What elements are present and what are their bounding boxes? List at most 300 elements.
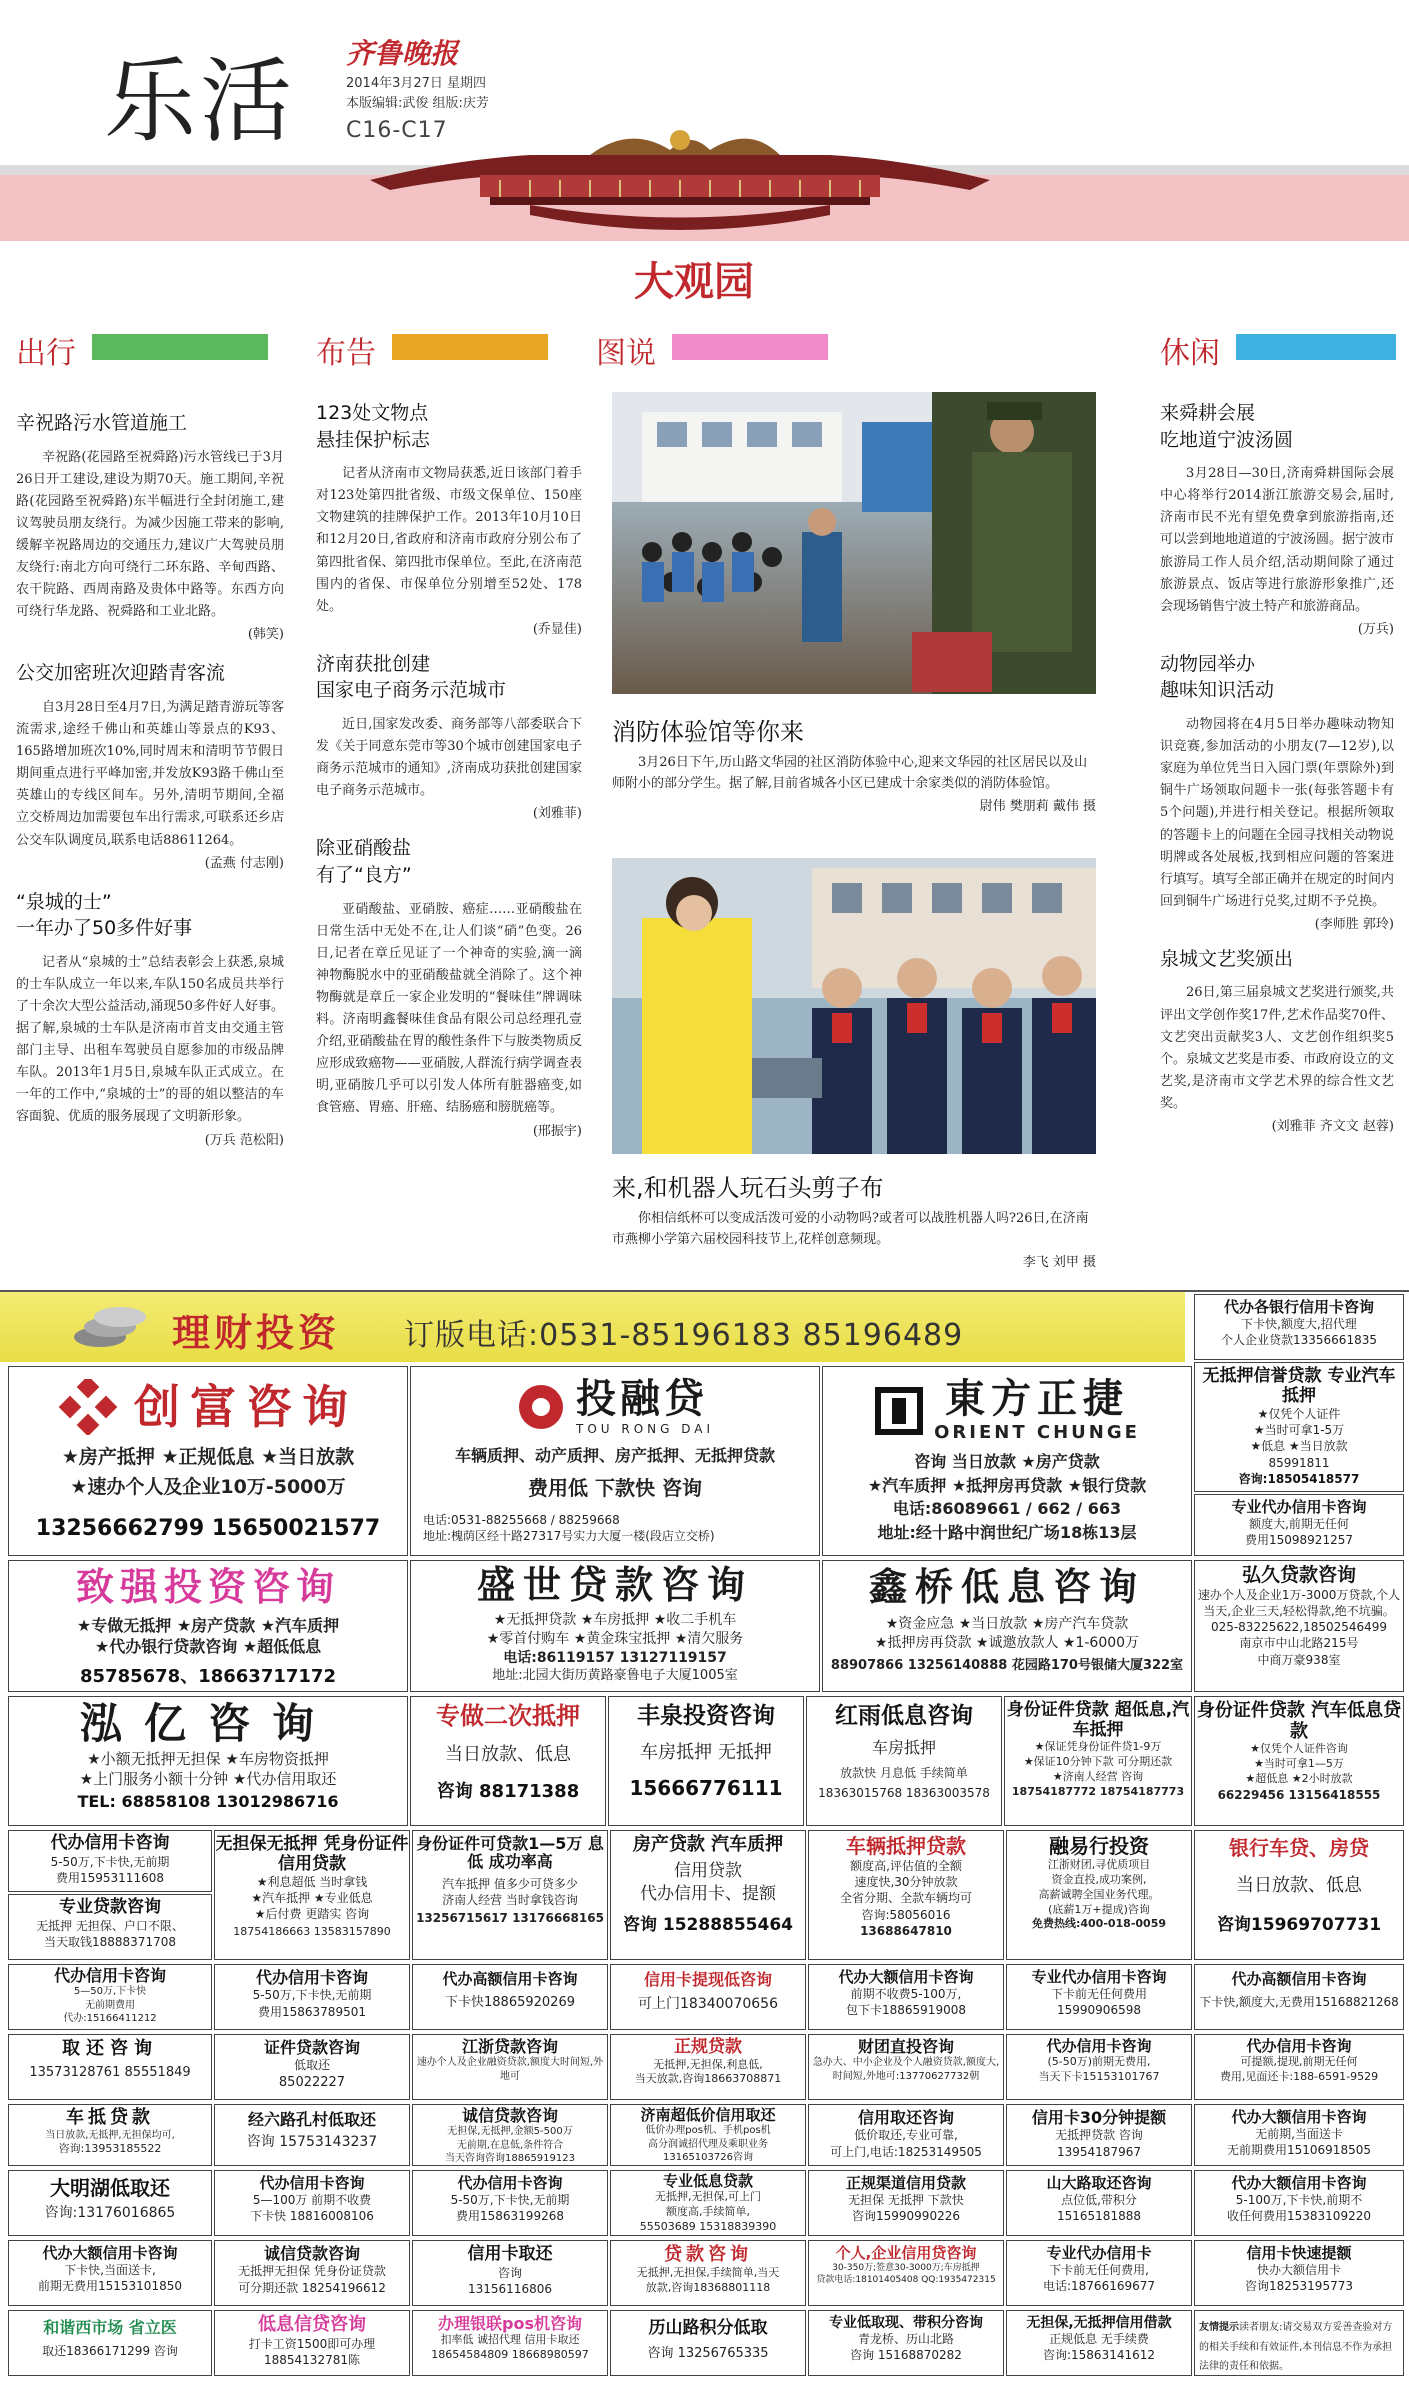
ad-title: 专业代办信用卡咨询: [1231, 1498, 1367, 1516]
ad-line: ★抵押房再贷款 ★诚邀放款人 ★1-6000万: [874, 1634, 1140, 1651]
ad-small[interactable]: [806, 1696, 1002, 1826]
ad-title: 诚信贷款咨询: [263, 2244, 360, 2263]
ad-line: 5-100万,下卡快,前期不: [1235, 2193, 1363, 2208]
ad-line: 当天下卡15153101767: [1038, 2070, 1160, 2084]
ad-line: 无抵押无担保 凭身份证贷款: [238, 2264, 386, 2279]
ad-small[interactable]: [1194, 2170, 1404, 2236]
ad-small[interactable]: [214, 2240, 410, 2306]
ad-hongyi[interactable]: [8, 1696, 408, 1826]
ad-small[interactable]: [610, 1964, 806, 2030]
ad-phone[interactable]: 咨询 15288855464: [622, 1914, 794, 1935]
ad-phone[interactable]: 咨询:13176016865: [44, 2205, 176, 2221]
ad-small[interactable]: [808, 2240, 1004, 2306]
ad-title: 正规渠道信用贷款: [845, 2174, 966, 2192]
ad-small[interactable]: [808, 2310, 1004, 2376]
ad-small[interactable]: [808, 2170, 1004, 2236]
ad-title: 车辆抵押贷款: [846, 1834, 966, 1858]
ad-line: 咨询 当日放款 ★房产贷款: [914, 1452, 1100, 1472]
ad-title: 银行车贷、房贷: [1229, 1836, 1369, 1860]
ad-line: 下卡快,当面送卡,: [64, 2263, 156, 2278]
article-subheadline: 有了“良方”: [316, 864, 412, 886]
ad-title: 代办信用卡咨询: [53, 1966, 166, 1985]
disclaimer-title: 友情提示: [1199, 2322, 1239, 2333]
ad-small[interactable]: [1194, 1830, 1404, 1960]
ad-small[interactable]: [8, 2104, 212, 2166]
article-headline: 动物园举办: [1160, 652, 1256, 675]
ad-small[interactable]: [412, 1964, 608, 2030]
ad-title: 代办信用卡咨询: [259, 2174, 365, 2192]
ad-line: 5—100万 前期不收费: [252, 2193, 372, 2208]
ad-phone[interactable]: 咨询15990990226: [852, 2209, 960, 2224]
ad-line: 额度高,手续简单,: [666, 2205, 750, 2219]
ad-title: 身份证件贷款 汽车低息贷款: [1196, 1700, 1402, 1742]
ad-line: 包下卡18865919008: [846, 2003, 966, 2018]
ad-title: 身份证件可贷款1—5万 息低 成功率高: [416, 1834, 604, 1872]
ad-title: 专业贷款咨询: [59, 1897, 161, 1917]
ad-title: 丰泉投资咨询: [637, 1703, 775, 1729]
ad-phone[interactable]: 咨询15969707731: [1216, 1915, 1382, 1936]
ad-small[interactable]: [1194, 2240, 1404, 2306]
ad-dongfangzhengjie[interactable]: [822, 1366, 1192, 1556]
ad-small[interactable]: [1194, 2104, 1404, 2166]
ad-line: 代办信用卡、提额: [640, 1883, 776, 1904]
ad-line: ★超低息 ★2小时放款: [1245, 1772, 1353, 1786]
ad-line: 5-50万,下卡快,无前期: [450, 2193, 570, 2208]
section-photo-header: 图说: [596, 336, 656, 371]
ad-title: 诚信贷款咨询: [461, 2106, 558, 2125]
ad-line: ★资金应急 ★当日放款 ★房产汽车贷款: [885, 1615, 1129, 1632]
ad-phone[interactable]: 18754186663 13583157890: [233, 1924, 391, 1938]
ad-small[interactable]: [1194, 1964, 1404, 2030]
ad-line: 当日放款、低息: [445, 1743, 571, 1765]
ad-line: 取还18366171299 咨询: [42, 2344, 178, 2359]
ad-line: 无抵押,无担保,利息低,: [653, 2057, 763, 2071]
ad-title: 信用卡取还: [467, 2244, 553, 2264]
ad-small[interactable]: [610, 2240, 806, 2306]
ad-line: 可提额,提现,前期无任何: [1240, 2055, 1358, 2069]
ad-chuangfu[interactable]: [8, 1366, 408, 1556]
ad-line: 咨询:58056016: [861, 1907, 951, 1922]
ad-title: 专业代办信用卡: [1046, 2244, 1152, 2262]
ad-small[interactable]: [808, 2104, 1004, 2166]
ad-line: 正规低息 无手续费: [1049, 2332, 1149, 2347]
ad-line: ★仅凭个人证件: [1257, 1407, 1341, 1422]
ad-title: 专业低息贷款: [662, 2172, 753, 2190]
ad-line: 中商万豪938室: [1257, 1652, 1341, 1667]
ad-line: 车房抵押 无抵押: [640, 1742, 772, 1764]
ad-small[interactable]: [214, 1964, 410, 2030]
ad-small[interactable]: [1194, 2034, 1404, 2100]
ad-line: 可上门,电话:18253149505: [830, 2144, 982, 2159]
ad-phone[interactable]: 13256715617 13176668165: [416, 1911, 604, 1926]
ad-phone[interactable]: TEL: 68858108 13012986716: [77, 1791, 339, 1811]
section-notice-header: 布告: [316, 336, 376, 371]
ad-line: ★小额无抵押无担保 ★车房物资抵押: [87, 1750, 329, 1769]
ad-small[interactable]: [412, 2104, 608, 2166]
ad-line: 放款快 月息低 手续简单: [840, 1766, 968, 1781]
ad-small[interactable]: [1006, 1964, 1192, 2030]
ad-line: 低价办理pos机、手机pos机: [645, 2125, 771, 2137]
photo-caption: [612, 752, 1096, 814]
section-leisure-bar: [1236, 334, 1396, 360]
ad-small[interactable]: [214, 2170, 410, 2236]
photo-credit: 李飞 刘甲 摄: [1022, 1254, 1096, 1270]
ad-phone[interactable]: 13688647810: [860, 1923, 952, 1938]
ad-line: 速度快,30分钟放款: [854, 1875, 958, 1890]
ad-small[interactable]: [1004, 1696, 1192, 1826]
ad-line: ★保证凭身份证件贷1-9万: [1034, 1740, 1162, 1754]
article-byline: (李师胜 郭玲): [1314, 916, 1394, 932]
section-travel-bar: [92, 334, 268, 360]
ad-phone[interactable]: 咨询:15863141612: [1042, 2348, 1156, 2363]
ad-line: 青龙桥、历山北路: [857, 2332, 954, 2347]
ad-phone[interactable]: 85022227: [278, 2074, 346, 2090]
ad-phone[interactable]: 咨询:13953185522: [58, 2142, 162, 2156]
ad-line: 济南人经营 当时拿钱咨询: [442, 1892, 578, 1907]
article-headline: 辛祝路污水管道施工: [16, 412, 188, 434]
ad-line: 费用15953111608: [56, 1870, 164, 1885]
ad-phone[interactable]: 咨询 15753143237: [246, 2134, 378, 2151]
ad-phone[interactable]: 15990906598: [1057, 2003, 1141, 2018]
article-subheadline: 一年办了50多件好事: [16, 917, 193, 940]
ad-title: 财团直投咨询: [857, 2037, 954, 2056]
ad-line: 18654584809 18668980597: [431, 2348, 589, 2362]
article-body: 自3月28日至4月7日,为满足踏青游玩等客流需求,途经千佛山和英雄山等景点的K93、165路增加班次10%,同时周末和清明节节假日期间重点进行平峰加密,并发放K93路千佛山至英雄山的专线区间车。另外,清明节期间,全福立交桥周边加需要包车出行需求,可联系还乡店公交车队调度员,联系电话88611264。: [16, 699, 284, 848]
ad-title: 济南超低价信用取还: [640, 2106, 776, 2124]
ad-line: ★济南人经营 咨询: [1052, 1769, 1144, 1783]
disclaimer-text: 读者朋友:请交易双方妥善查验对方的相关手续和有效证件,本刊信息不作为承担法律的责任和依据。: [1199, 2322, 1393, 2372]
ad-hongjiu[interactable]: [1194, 1560, 1404, 1692]
ad-line: 扣率低 诚招代理 信用卡取还: [440, 2333, 580, 2347]
ad-small[interactable]: [610, 2310, 806, 2376]
ad-line: 无前期,当面送卡: [1255, 2127, 1343, 2142]
editor-credit: 本版编辑:武俊 组版:庆芳: [346, 96, 489, 111]
ad-line: 55503689 15318839390: [639, 2219, 777, 2233]
ad-subtitle: ORIENT CHUNGE: [934, 1422, 1140, 1443]
ad-line: 5-50万,下卡快,无前期: [252, 1988, 372, 2003]
ad-line: 额度高,评估值的全额: [850, 1859, 962, 1873]
ad-title: 代办大额信用卡咨询: [1231, 2174, 1367, 2192]
ad-phone[interactable]: 前期无费用15153101850: [38, 2279, 182, 2294]
ad-title: 東方正捷: [944, 1376, 1129, 1422]
ad-title: 证件贷款咨询: [263, 2038, 360, 2057]
ad-title: 致强投资咨询: [75, 1565, 340, 1609]
ad-small[interactable]: [1006, 1830, 1192, 1960]
ad-tourongdai[interactable]: [410, 1366, 820, 1556]
section-brand-logo: 大观园: [634, 258, 754, 305]
ad-small[interactable]: [610, 2104, 806, 2166]
ad-small[interactable]: [412, 2240, 608, 2306]
tourongdai-logo-icon: [516, 1382, 566, 1432]
ad-line: 贷款电话:18101405408 QQ:1935472315: [816, 2275, 996, 2286]
ad-phone[interactable]: 13256662799 15650021577: [35, 1516, 381, 1542]
ad-title: 和谐西市场 省立医: [43, 2318, 177, 2337]
ad-line: 费用15863199268: [456, 2209, 564, 2224]
section-leisure-header: 休闲: [1160, 336, 1220, 371]
ad-small[interactable]: [1194, 1362, 1404, 1492]
ad-small[interactable]: [608, 1696, 804, 1826]
ad-phone[interactable]: 电话:0531-88255668 / 88259668: [423, 1512, 620, 1527]
notice-column: [316, 400, 582, 1139]
photo-robot-game: [612, 858, 1096, 1154]
article-body: 辛祝路(花园路至祝舜路)污水管线已于3月26日开工建设,建设为期70天。施工期间,辛祝路(花园路至祝舜路)东半幅进行全封闭施工,建议驾驶员朋友绕行。为减少因施工带来的影响,缓解辛祝路周边的交通压力,建议广大驾驶员朋友绕行:南北方向可绕行二环东路、辛甸西路、农干院路、西周南路及贵体中路等。东西方向可绕行华龙路、祝舜路和工业北路。: [16, 449, 284, 620]
ad-small[interactable]: [412, 2034, 608, 2100]
ad-phone[interactable]: 免费热线:400-018-0059: [1031, 1917, 1167, 1931]
ad-title: 代办高额信用卡咨询: [1231, 1970, 1367, 1988]
article-byline: (万兵): [1357, 621, 1394, 637]
ad-phone[interactable]: 15165181888: [1057, 2209, 1141, 2224]
chuangfu-logo-icon: [58, 1379, 118, 1435]
ad-phone[interactable]: 电话:86089661 / 662 / 663: [892, 1499, 1122, 1519]
article-byline: (邢振宇): [532, 1123, 582, 1139]
ad-title: 投融贷: [575, 1376, 708, 1422]
page-range: C16-C17: [346, 118, 448, 143]
ad-small[interactable]: [214, 2034, 410, 2100]
ad-line: 025-83225622,18502546499: [1210, 1620, 1388, 1635]
ad-title: 信用卡30分钟提额: [1031, 2108, 1167, 2127]
ad-line: 下卡前无任何费用,: [1049, 2263, 1149, 2278]
ad-line: ★仅凭个人证件咨询: [1250, 1742, 1348, 1756]
ad-line: ★低息 ★当日放款: [1250, 1439, 1348, 1454]
ad-small[interactable]: [808, 2034, 1004, 2100]
article-byline: (孟燕 付志刚): [204, 855, 284, 871]
ad-phone[interactable]: 15666776111: [629, 1775, 783, 1800]
ad-line: (5-50万)前期无费用,: [1047, 2055, 1151, 2069]
ad-small[interactable]: [1006, 2034, 1192, 2100]
ad-line: 高分润诚招代理及乘职业务: [648, 2138, 768, 2150]
ad-phone[interactable]: 13573128761 85551849: [29, 2064, 191, 2080]
ad-line: 无担保,无抵押,金额5-500万: [447, 2126, 573, 2138]
ad-title: 大明湖低取还: [50, 2176, 170, 2200]
section-notice-bar: [392, 334, 548, 360]
ad-title: 盛世贷款咨询: [476, 1563, 753, 1607]
ad-small[interactable]: [410, 1696, 606, 1826]
ad-small[interactable]: [412, 2170, 608, 2236]
ad-phone[interactable]: 可上门18340070656: [638, 1996, 778, 2013]
ad-small[interactable]: [8, 2170, 212, 2236]
ad-line: 低取还: [293, 2058, 330, 2073]
article-headline: 泉城文艺奖颁出: [1160, 947, 1294, 970]
photo-credit: 尉伟 樊朋莉 戴伟 摄: [979, 798, 1096, 814]
ad-line: 打卡工资1500即可办理: [248, 2336, 376, 2351]
ad-line: 13165103726咨询: [663, 2152, 753, 2164]
article-body: 亚硝酸盐、亚硝胺、癌症……亚硝酸盐在日常生活中无处不在,让人们谈“硝”色变。26日,记者在章丘见证了一个神奇的实验,滴一滴神物酶脱水中的亚硝酸盐就全消除了。这个神物酶就是章丘一家企业发明的“餐味佳”牌调味料。济南明鑫餐味佳食品有限公司总经理孔壹介绍,亚硝酸盐在胃的酸性条件下与胺类物质反应形成致癌物——亚硝胺,人群流行病学调查表明,亚硝胺几乎可以引发人体所有脏器癌变,如食管癌、胃癌、肝癌、结肠癌和膀胱癌等。: [316, 901, 582, 1116]
ad-small[interactable]: [8, 2240, 212, 2306]
ad-line: ★当时可拿1-5万: [1253, 1423, 1345, 1438]
ad-small[interactable]: [1006, 2240, 1192, 2306]
ad-line: ★上门服务小额十分钟 ★代办信用取还: [79, 1770, 337, 1789]
ad-phone[interactable]: 18754187772 18754187773: [1011, 1784, 1185, 1798]
ads-banner-title: 理财投资: [172, 1311, 341, 1355]
ad-title: 代办大额信用卡咨询: [838, 1968, 974, 1986]
ad-line: 费用15863789501: [258, 2004, 366, 2019]
ad-line: 18854132781陈: [264, 2352, 360, 2367]
article-byline: (韩笑): [247, 627, 284, 643]
ad-title: 弘久贷款咨询: [1241, 1564, 1356, 1586]
article-headline: 来舜耕会展: [1160, 402, 1256, 424]
ad-line: 代办:15166411212: [63, 2013, 157, 2025]
ad-title: 贷款咨询: [664, 2244, 752, 2265]
ad-line: 当日放款,无抵押,无担保均可,: [45, 2129, 175, 2141]
ad-phone[interactable]: 咨询 88171388: [436, 1780, 580, 1802]
ad-line: 下卡前无任何费用: [1050, 1987, 1147, 2002]
ad-line: 当日放款、低息: [1236, 1875, 1362, 1896]
ad-title: 信用取还咨询: [857, 2108, 954, 2127]
ad-line: 急办大、中小企业及个人融资贷款,额度大,时间短,外地可:13770627732朝: [812, 2057, 1000, 2082]
ad-small[interactable]: [808, 1830, 1004, 1960]
ad-small[interactable]: [1006, 2310, 1192, 2376]
ad-zhiqiang[interactable]: [8, 1560, 408, 1692]
ad-phone[interactable]: 电话:18766169677: [1042, 2279, 1156, 2294]
ad-phone[interactable]: 下卡快18865920269: [445, 1995, 575, 2011]
ad-small[interactable]: [610, 2170, 806, 2236]
ad-title: 历山路积分低取: [648, 2318, 768, 2338]
ad-small[interactable]: [214, 2310, 410, 2376]
ad-title: 江浙贷款咨询: [461, 2037, 558, 2056]
ad-phone[interactable]: 咨询 15168870282: [850, 2348, 962, 2363]
ad-phone[interactable]: 下卡快 18816008106: [250, 2209, 374, 2224]
ad-title: 信用卡快速提额: [1246, 2244, 1352, 2262]
ad-title: 山大路取还咨询: [1046, 2174, 1152, 2192]
ad-title: 鑫桥低息咨询: [868, 1565, 1145, 1609]
ad-small[interactable]: [8, 1894, 212, 1960]
article-byline: (刘雅菲): [532, 806, 582, 822]
ad-small[interactable]: [214, 2104, 410, 2166]
ad-line: 收任何费用15383109220: [1227, 2209, 1371, 2224]
ad-line: 速办个人及企业1万-3000万贷款,个人当天,企业三天,轻松得款,绝不坑骗。: [1197, 1587, 1401, 1619]
ad-line: ★速办个人及企业10万-5000万: [70, 1475, 346, 1498]
section-travel-header: 出行: [16, 336, 76, 371]
ad-xinqiao[interactable]: [822, 1560, 1192, 1692]
ad-phone[interactable]: 13954187967: [1057, 2144, 1141, 2159]
ad-line: ★汽车抵押 ★专业低息: [251, 1891, 373, 1906]
ad-line: 前期不收费5-100万,: [850, 1987, 962, 2002]
article-headline: 除亚硝酸盐: [316, 837, 412, 860]
page-title: 乐活: [104, 48, 297, 155]
ad-small[interactable]: [1006, 2170, 1192, 2236]
ad-line: 低价取还,专业可靠,: [854, 2128, 958, 2143]
ad-line: 额度大,前期无任何: [1249, 1517, 1349, 1532]
ad-subtitle: TOU RONG DAI: [575, 1422, 715, 1436]
ad-title: 代办信用卡咨询: [1046, 2037, 1152, 2055]
ad-small[interactable]: [610, 2034, 806, 2100]
ad-line: 汽车抵押 值多少可贷多少: [442, 1876, 578, 1891]
ad-phone[interactable]: 咨询18253195773: [1245, 2279, 1353, 2294]
ad-line: ★无抵押贷款 ★车房抵押 ★收二手机车: [493, 1611, 737, 1628]
ad-title: 代办高额信用卡咨询: [442, 1970, 578, 1988]
ad-title: 取还咨询: [62, 2038, 158, 2059]
ad-line: 全省分期、全款车辆均可: [839, 1891, 972, 1906]
article-headline: 公交加密班次迎踏青客流: [16, 662, 226, 685]
ad-address: 地址:经十路中润世纪广场18栋13层: [877, 1523, 1137, 1543]
ad-line: ★代办银行贷款咨询 ★超低低息: [94, 1637, 322, 1657]
ad-shengshi[interactable]: [410, 1560, 820, 1692]
ad-small[interactable]: [610, 1830, 806, 1960]
ad-title: 泓亿咨询: [79, 1699, 336, 1748]
ad-title: 信用卡提现低咨询: [643, 1970, 772, 1989]
ad-address: 地址:槐荫区经十路27317号实力大厦一楼(段店立交桥): [423, 1528, 715, 1543]
ad-line: 费用15098921257: [1245, 1533, 1353, 1548]
ad-line: 资金直投,成功案例,: [1051, 1872, 1147, 1886]
ad-phone[interactable]: 电话:86119157 13127119157: [503, 1649, 727, 1666]
ad-line: 5-50万,下卡快,无前期: [50, 1854, 170, 1869]
ad-line: ★汽车质押 ★抵押房再贷款 ★银行贷款: [867, 1475, 1147, 1495]
ad-line: 费用低 下款快 咨询: [528, 1475, 702, 1500]
ad-title: 代办信用卡咨询: [1246, 2037, 1352, 2055]
ad-line: 费用,见面还卡:188-6591-9529: [1219, 2070, 1379, 2084]
leisure-column: [1160, 400, 1394, 1134]
article-subheadline: 悬挂保护标志: [316, 428, 431, 451]
ad-phone[interactable]: 18363015768 18363003578: [818, 1786, 990, 1801]
dongfang-logo-icon: [874, 1386, 924, 1436]
ad-line: 信用贷款: [674, 1860, 742, 1881]
article-subheadline: 趣味知识活动: [1160, 679, 1275, 702]
ad-small[interactable]: [1006, 2104, 1192, 2166]
ad-line: ★房产抵押 ★正规低息 ★当日放款: [61, 1446, 355, 1468]
ad-title: 创富咨询: [134, 1379, 358, 1434]
ad-line: 30-350万;签意30-3000万;车房抵押: [832, 2263, 980, 2274]
ad-phone[interactable]: 85785678、18663717172: [80, 1665, 336, 1687]
article-headline: 济南获批创建: [316, 652, 431, 675]
ad-small[interactable]: [8, 2310, 212, 2376]
ad-title: 身份证件贷款 超低息,汽车抵押: [1006, 1700, 1190, 1740]
ad-title: 代办各银行信用卡咨询: [1223, 1298, 1374, 1316]
ad-phone[interactable]: 咨询:18505418577: [1238, 1471, 1360, 1486]
ad-address: 地址:北园大街历黄路豪鲁电子大厦1005室: [492, 1668, 738, 1684]
ad-small[interactable]: [1194, 1494, 1404, 1556]
ad-line: 江浙财团,寻优质项目: [1047, 1858, 1151, 1871]
ad-line: 无抵押贷款 咨询: [1055, 2128, 1143, 2143]
pagoda-roof-illustration: [330, 120, 1030, 270]
ad-line: 下卡快,额度大,招代理: [1241, 1317, 1357, 1332]
article-byline: (万兵 范松阳): [204, 1132, 284, 1148]
article-body: 记者从济南市文物局获悉,近日该部门着手对123处第四批省级、市级文保单位、150座文物建筑的挂牌保护工作。2013年10月10日和12月20日,省政府和济南市政府分别公布了第四批省保、第四批市保单位。至此,在济南范围内的省保、市保单位分别增至52处、178处。: [316, 466, 582, 614]
ad-phone[interactable]: 13156116806: [468, 2281, 552, 2296]
ad-small[interactable]: [1194, 1696, 1404, 1826]
ad-small[interactable]: [412, 2310, 608, 2376]
ad-line: 无前期费用: [85, 1999, 135, 2011]
ad-small[interactable]: [8, 2034, 212, 2100]
ad-line: ★后付费 更踏实 咨询: [254, 1907, 370, 1922]
ad-phone[interactable]: 66229456 13156418555: [1217, 1787, 1381, 1802]
ad-small[interactable]: [214, 1830, 410, 1960]
photo-caption: [612, 1208, 1096, 1270]
ad-small[interactable]: [808, 1964, 1004, 2030]
ad-line: 无前期,在息低,条件符合: [456, 2139, 564, 2151]
ad-phone[interactable]: 88907866 13256140888 花园路170号银储大厦322室: [830, 1657, 1184, 1673]
ads-banner-phone: 订版电话:0531-85196183 85196489: [404, 1318, 964, 1353]
article-headline: “泉城的士”: [16, 890, 112, 913]
ad-title: 代办大额信用卡咨询: [42, 2244, 178, 2262]
ad-small[interactable]: [8, 1830, 212, 1892]
ad-small[interactable]: [8, 1964, 212, 2030]
ad-title: 代办大额信用卡咨询: [1231, 2108, 1367, 2126]
ad-line: 当天咨询咨询18865919123: [445, 2153, 575, 2165]
ad-title: 融易行投资: [1049, 1834, 1149, 1858]
ad-line: 车房抵押: [871, 1738, 936, 1758]
ad-small[interactable]: [1194, 1294, 1404, 1360]
ad-line: 85991811: [1268, 1455, 1330, 1470]
article-body: 近日,国家发改委、商务部等八部委联合下发《关于同意东莞市等30个城市创建国家电子商务示范城市的通知》,济南成功获批创建国家电子商务示范城市。: [316, 717, 582, 799]
ad-title: 房产贷款 汽车质押: [632, 1834, 784, 1855]
ad-phone[interactable]: 无前期费用15106918505: [1227, 2143, 1371, 2158]
ad-line: 咨询 13256765335: [647, 2345, 769, 2361]
ad-title: 专业代办信用卡咨询: [1031, 1968, 1167, 1986]
ad-small[interactable]: [412, 1830, 608, 1960]
ad-line: 快办大额信用卡: [1256, 2263, 1341, 2278]
ad-phone[interactable]: 下卡快,额度大,无费用15168821268: [1199, 1995, 1399, 2010]
ad-title: 无抵押信誉贷款 专业汽车抵押: [1202, 1366, 1396, 1406]
